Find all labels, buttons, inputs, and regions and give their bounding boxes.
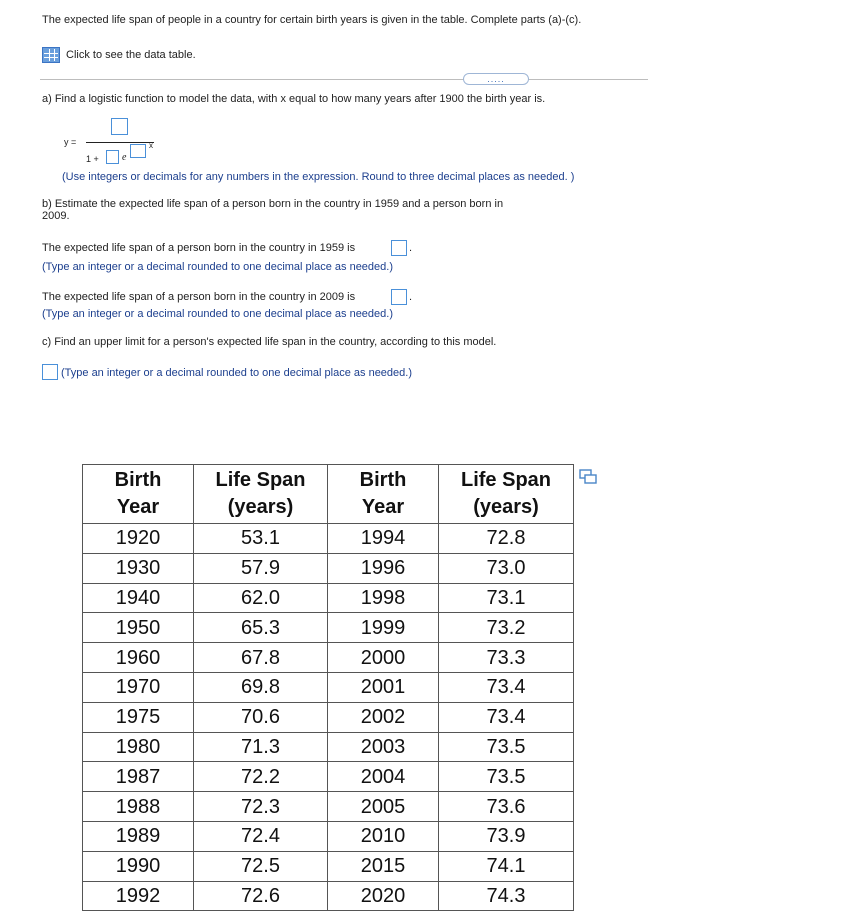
table-cell: 1992 xyxy=(83,881,194,911)
e-symbol: e xyxy=(122,152,127,163)
table-cell: 72.8 xyxy=(439,524,574,554)
table-cell: 2004 xyxy=(328,762,439,792)
part-b-hint1: (Type an integer or a decimal rounded to one decimal place as needed.) xyxy=(42,261,393,273)
part-b-hint2: (Type an integer or a decimal rounded to one decimal place as needed.) xyxy=(42,308,393,320)
intro-text: The expected life span of people in a country for certain birth years is given in the table. Complete parts (a)-(c). xyxy=(42,14,582,26)
y-equals-label: y = xyxy=(64,137,77,147)
table-row xyxy=(83,881,574,911)
table-cell: 1930 xyxy=(83,553,194,583)
table-cell: 1920 xyxy=(83,524,194,554)
table-icon xyxy=(42,47,60,63)
table-cell: 72.6 xyxy=(194,881,328,911)
table-cell: 1998 xyxy=(328,583,439,613)
copy-icon[interactable] xyxy=(579,469,597,485)
table-header-row xyxy=(83,465,574,524)
table-row xyxy=(83,702,574,732)
table-cell: 1940 xyxy=(83,583,194,613)
table-cell: 73.4 xyxy=(439,702,574,732)
table-cell: 69.8 xyxy=(194,672,328,702)
table-row xyxy=(83,732,574,762)
expand-button[interactable] xyxy=(463,73,529,85)
header-birth-year-2: Birth Year xyxy=(328,465,439,524)
part-a-hint: (Use integers or decimals for any numbers in the expression. Round to three decimal places as needed. ) xyxy=(62,171,575,183)
data-table-link-label: Click to see the data table. xyxy=(66,49,196,61)
table-cell: 73.0 xyxy=(439,553,574,583)
table-row xyxy=(83,583,574,613)
table-cell: 1990 xyxy=(83,851,194,881)
fraction-bar xyxy=(86,142,154,143)
table-cell: 73.2 xyxy=(439,613,574,643)
table-cell: 67.8 xyxy=(194,643,328,673)
table-cell: 1975 xyxy=(83,702,194,732)
table-cell: 2005 xyxy=(328,792,439,822)
table-row xyxy=(83,613,574,643)
table-cell: 1994 xyxy=(328,524,439,554)
part-a-question: a) Find a logistic function to model the data, with x equal to how many years after 1900 the birth year is. xyxy=(42,93,546,105)
header-life-span-2: Life Span (years) xyxy=(439,465,574,524)
table-cell: 72.2 xyxy=(194,762,328,792)
life-span-table xyxy=(82,464,574,911)
table-cell: 62.0 xyxy=(194,583,328,613)
table-row xyxy=(83,792,574,822)
life-span-2009-input[interactable] xyxy=(391,289,407,305)
coefficient-input[interactable] xyxy=(106,150,119,164)
table-row xyxy=(83,672,574,702)
table-cell: 1999 xyxy=(328,613,439,643)
table-cell: 2001 xyxy=(328,672,439,702)
part-b-question-line2: 2009. xyxy=(42,210,70,222)
table-row xyxy=(83,821,574,851)
part-c-question: c) Find an upper limit for a person's expected life span in the country, according to this model. xyxy=(42,336,497,348)
table-cell: 72.3 xyxy=(194,792,328,822)
q1959-text: The expected life span of a person born in the country in 1959 is xyxy=(42,242,356,254)
section-divider xyxy=(40,79,648,80)
table-cell: 73.5 xyxy=(439,762,574,792)
table-cell: 74.3 xyxy=(439,881,574,911)
table-cell: 73.3 xyxy=(439,643,574,673)
expand-dots: ..... xyxy=(487,74,505,84)
table-cell: 1996 xyxy=(328,553,439,583)
table-cell: 72.4 xyxy=(194,821,328,851)
table-row xyxy=(83,524,574,554)
q1959-period: . xyxy=(409,242,413,254)
table-cell: 1989 xyxy=(83,821,194,851)
table-cell: 2003 xyxy=(328,732,439,762)
table-cell: 1970 xyxy=(83,672,194,702)
part-b-question-line1: b) Estimate the expected life span of a person born in the country in 1959 and a person born in xyxy=(42,198,504,210)
table-cell: 71.3 xyxy=(194,732,328,762)
table-row xyxy=(83,762,574,792)
table-row xyxy=(83,851,574,881)
table-cell: 1988 xyxy=(83,792,194,822)
table-cell: 53.1 xyxy=(194,524,328,554)
table-cell: 72.5 xyxy=(194,851,328,881)
table-row xyxy=(83,643,574,673)
upper-limit-input[interactable] xyxy=(42,364,58,380)
table-cell: 73.1 xyxy=(439,583,574,613)
table-cell: 2000 xyxy=(328,643,439,673)
table-cell: 1960 xyxy=(83,643,194,673)
q2009-text: The expected life span of a person born in the country in 2009 is xyxy=(42,291,356,303)
header-birth-year-1: Birth Year xyxy=(83,465,194,524)
part-c-hint: (Type an integer or a decimal rounded to one decimal place as needed.) xyxy=(61,367,412,379)
table-cell: 65.3 xyxy=(194,613,328,643)
table-cell: 70.6 xyxy=(194,702,328,732)
table-cell: 2002 xyxy=(328,702,439,732)
table-row xyxy=(83,553,574,583)
table-cell: 2020 xyxy=(328,881,439,911)
table-cell: 1950 xyxy=(83,613,194,643)
table-cell: 73.9 xyxy=(439,821,574,851)
table-cell: 1980 xyxy=(83,732,194,762)
table-cell: 1987 xyxy=(83,762,194,792)
table-cell: 73.4 xyxy=(439,672,574,702)
q2009-period: . xyxy=(409,291,413,303)
denominator-prefix: 1 + xyxy=(86,154,99,164)
table-cell: 57.9 xyxy=(194,553,328,583)
exponent-input[interactable] xyxy=(130,144,146,158)
table-cell: 74.1 xyxy=(439,851,574,881)
data-table-link[interactable] xyxy=(42,47,196,63)
header-life-span-1: Life Span (years) xyxy=(194,465,328,524)
table-cell: 73.5 xyxy=(439,732,574,762)
numerator-input[interactable] xyxy=(111,118,128,135)
table-cell: 73.6 xyxy=(439,792,574,822)
table-cell: 2015 xyxy=(328,851,439,881)
life-span-1959-input[interactable] xyxy=(391,240,407,256)
exponent-variable: x xyxy=(149,141,153,150)
table-cell: 2010 xyxy=(328,821,439,851)
